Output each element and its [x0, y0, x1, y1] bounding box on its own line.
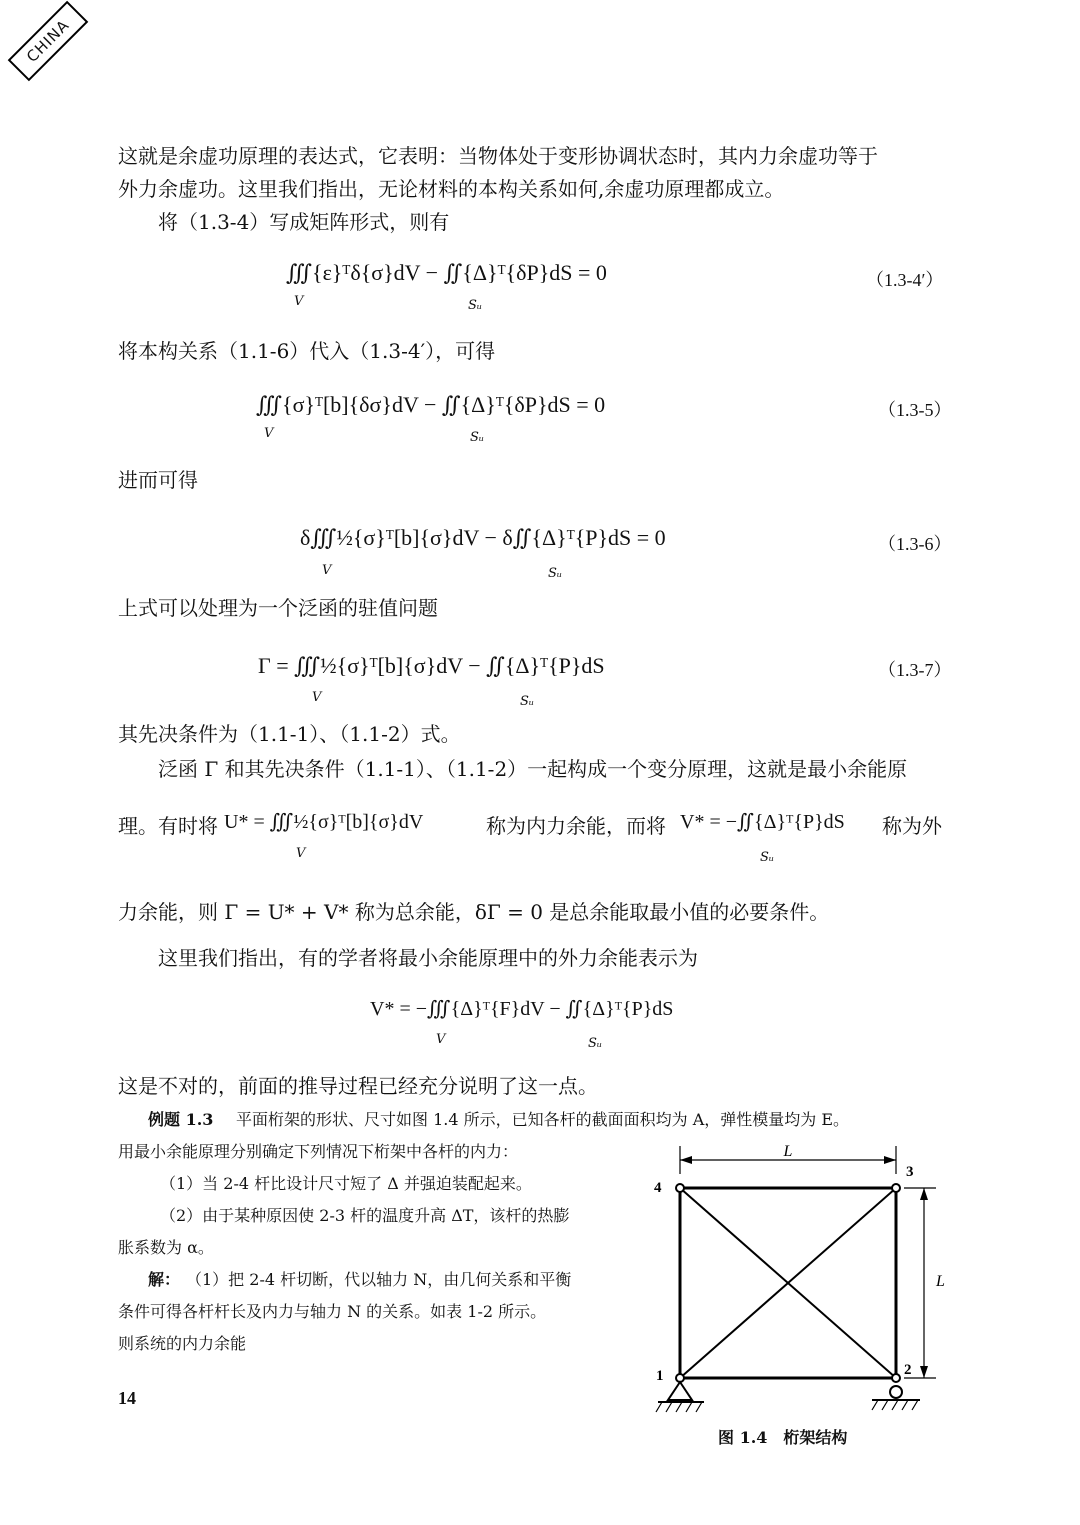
node-label-2: 2 — [904, 1362, 912, 1378]
equation-internal-complementary-energy: U* = ∭½{σ}ᵀ[b]{σ}dV — [224, 811, 424, 833]
paragraph-1-line-1: 这就是余虚功原理的表达式，它表明：当物体处于变形协调状态时，其内力余虚功等于 — [118, 144, 878, 168]
dimension-top-label: L — [783, 1143, 793, 1160]
paragraph-11: 这是不对的，前面的推导过程已经充分说明了这一点。 — [118, 1074, 598, 1098]
eq7-sub-v: V — [436, 1032, 446, 1047]
node-label-4: 4 — [654, 1180, 662, 1196]
paragraph-8-part-b: 称为内力余能，而将 — [486, 814, 666, 838]
equation-1-3-7: Γ = ∭½{σ}ᵀ[b]{σ}dV − ∬{Δ}ᵀ{P}dS — [258, 653, 605, 678]
equation-external-energy-alt: V* = −∭{Δ}ᵀ{F}dV − ∬{Δ}ᵀ{P}dS — [370, 998, 674, 1020]
paragraph-9: 力余能，则 Γ = U* + V* 称为总余能，δΓ = 0 是总余能取最小值的必要条件。 — [118, 900, 830, 924]
paragraph-8-part-c: 称为外 — [882, 814, 942, 838]
equation-1-3-5: ∭{σ}ᵀ[b]{δσ}dV − ∬{Δ}ᵀ{δP}dS = 0 — [256, 392, 606, 417]
eq7-sub-su: Sᵤ — [588, 1036, 603, 1051]
joint-4 — [676, 1184, 684, 1192]
paragraph-10: 这里我们指出，有的学者将最小余能原理中的外力余能表示为 — [158, 946, 698, 970]
eq2-sub-su: Sᵤ — [470, 430, 485, 445]
solution-line-1: （1）把 2-4 杆切断，代以轴力 N，由几何关系和平衡 — [186, 1270, 572, 1289]
eq1-sub-su: Sᵤ — [468, 298, 483, 313]
example-line-1: 平面桁架的形状、尺寸如图 1.4 所示，已知各杆的截面面积均为 A，弹性模量均为 E。 — [236, 1110, 850, 1129]
eq1-sub-v: V — [294, 294, 304, 309]
eq6-sub-su: Sᵤ — [760, 850, 775, 865]
truss-figure — [640, 1138, 960, 1428]
dimension-top — [680, 1143, 896, 1174]
pin-support — [656, 1382, 704, 1412]
node-label-3: 3 — [906, 1164, 914, 1180]
paragraph-2: 将（1.3-4）写成矩阵形式，则有 — [158, 210, 450, 234]
equation-number-1-3-5: （1.3-5） — [878, 400, 952, 420]
paragraph-3: 将本构关系（1.1-6）代入（1.3-4′），可得 — [118, 339, 496, 363]
equation-number-1-3-7: （1.3-7） — [878, 660, 952, 680]
dimension-right-label: L — [936, 1273, 945, 1290]
example-case-2-line-1: （2）由于某种原因使 2-3 杆的温度升高 ΔT，该杆的热膨 — [160, 1206, 570, 1225]
equation-1-3-4-prime: ∭{ε}ᵀδ{σ}dV − ∬{Δ}ᵀ{δP}dS = 0 — [286, 260, 607, 285]
equation-number-1-3-6: （1.3-6） — [878, 534, 952, 554]
example-case-1: （1）当 2-4 杆比设计尺寸短了 Δ 并强迫装配起来。 — [160, 1174, 532, 1193]
equation-1-3-6: δ∭½{σ}ᵀ[b]{σ}dV − δ∬{Δ}ᵀ{P}dS = 0 — [300, 525, 666, 550]
eq3-sub-v: V — [322, 563, 332, 578]
node-label-1: 1 — [656, 1368, 664, 1384]
paragraph-6: 其先决条件为（1.1-1）、（1.1-2）式。 — [118, 722, 461, 746]
eq2-sub-v: V — [264, 426, 274, 441]
example-line-2: 用最小余能原理分别确定下列情况下桁架中各杆的内力： — [118, 1142, 519, 1161]
figure-caption: 图 1.4 桁架结构 — [718, 1428, 848, 1447]
paragraph-1-line-2: 外力余虚功。这里我们指出，无论材料的本构关系如何,余虚功原理都成立。 — [118, 177, 785, 201]
page-number: 14 — [118, 1388, 136, 1408]
eq5-sub-v: V — [296, 846, 306, 861]
paragraph-8-part-a: 理。有时将 — [118, 814, 218, 838]
eq4-sub-su: Sᵤ — [520, 694, 535, 709]
joint-3 — [892, 1184, 900, 1192]
paragraph-7: 泛函 Γ 和其先决条件（1.1-1）、（1.1-2）一起构成一个变分原理，这就是最小余能原 — [158, 757, 908, 781]
solution-line-3: 则系统的内力余能 — [118, 1334, 247, 1353]
eq3-sub-su: Sᵤ — [548, 566, 563, 581]
paragraph-4: 进而可得 — [118, 468, 198, 492]
eq4-sub-v: V — [312, 690, 322, 705]
watermark-stamp: CHINA — [8, 1, 89, 82]
solution-label: 解： — [148, 1270, 181, 1289]
example-title: 例题 1.3 — [148, 1110, 214, 1129]
equation-external-complementary-energy: V* = −∬{Δ}ᵀ{P}dS — [680, 811, 845, 833]
solution-line-2: 条件可得各杆杆长及内力与轴力 N 的关系。如表 1-2 所示。 — [118, 1302, 547, 1321]
example-case-2-line-2: 胀系数为 α。 — [118, 1238, 214, 1257]
paragraph-5: 上式可以处理为一个泛函的驻值问题 — [118, 596, 438, 620]
equation-number-1-3-4-prime: （1.3-4′） — [866, 270, 944, 290]
dimension-right — [904, 1188, 945, 1378]
joint-2 — [892, 1374, 900, 1382]
roller-support — [872, 1386, 920, 1410]
